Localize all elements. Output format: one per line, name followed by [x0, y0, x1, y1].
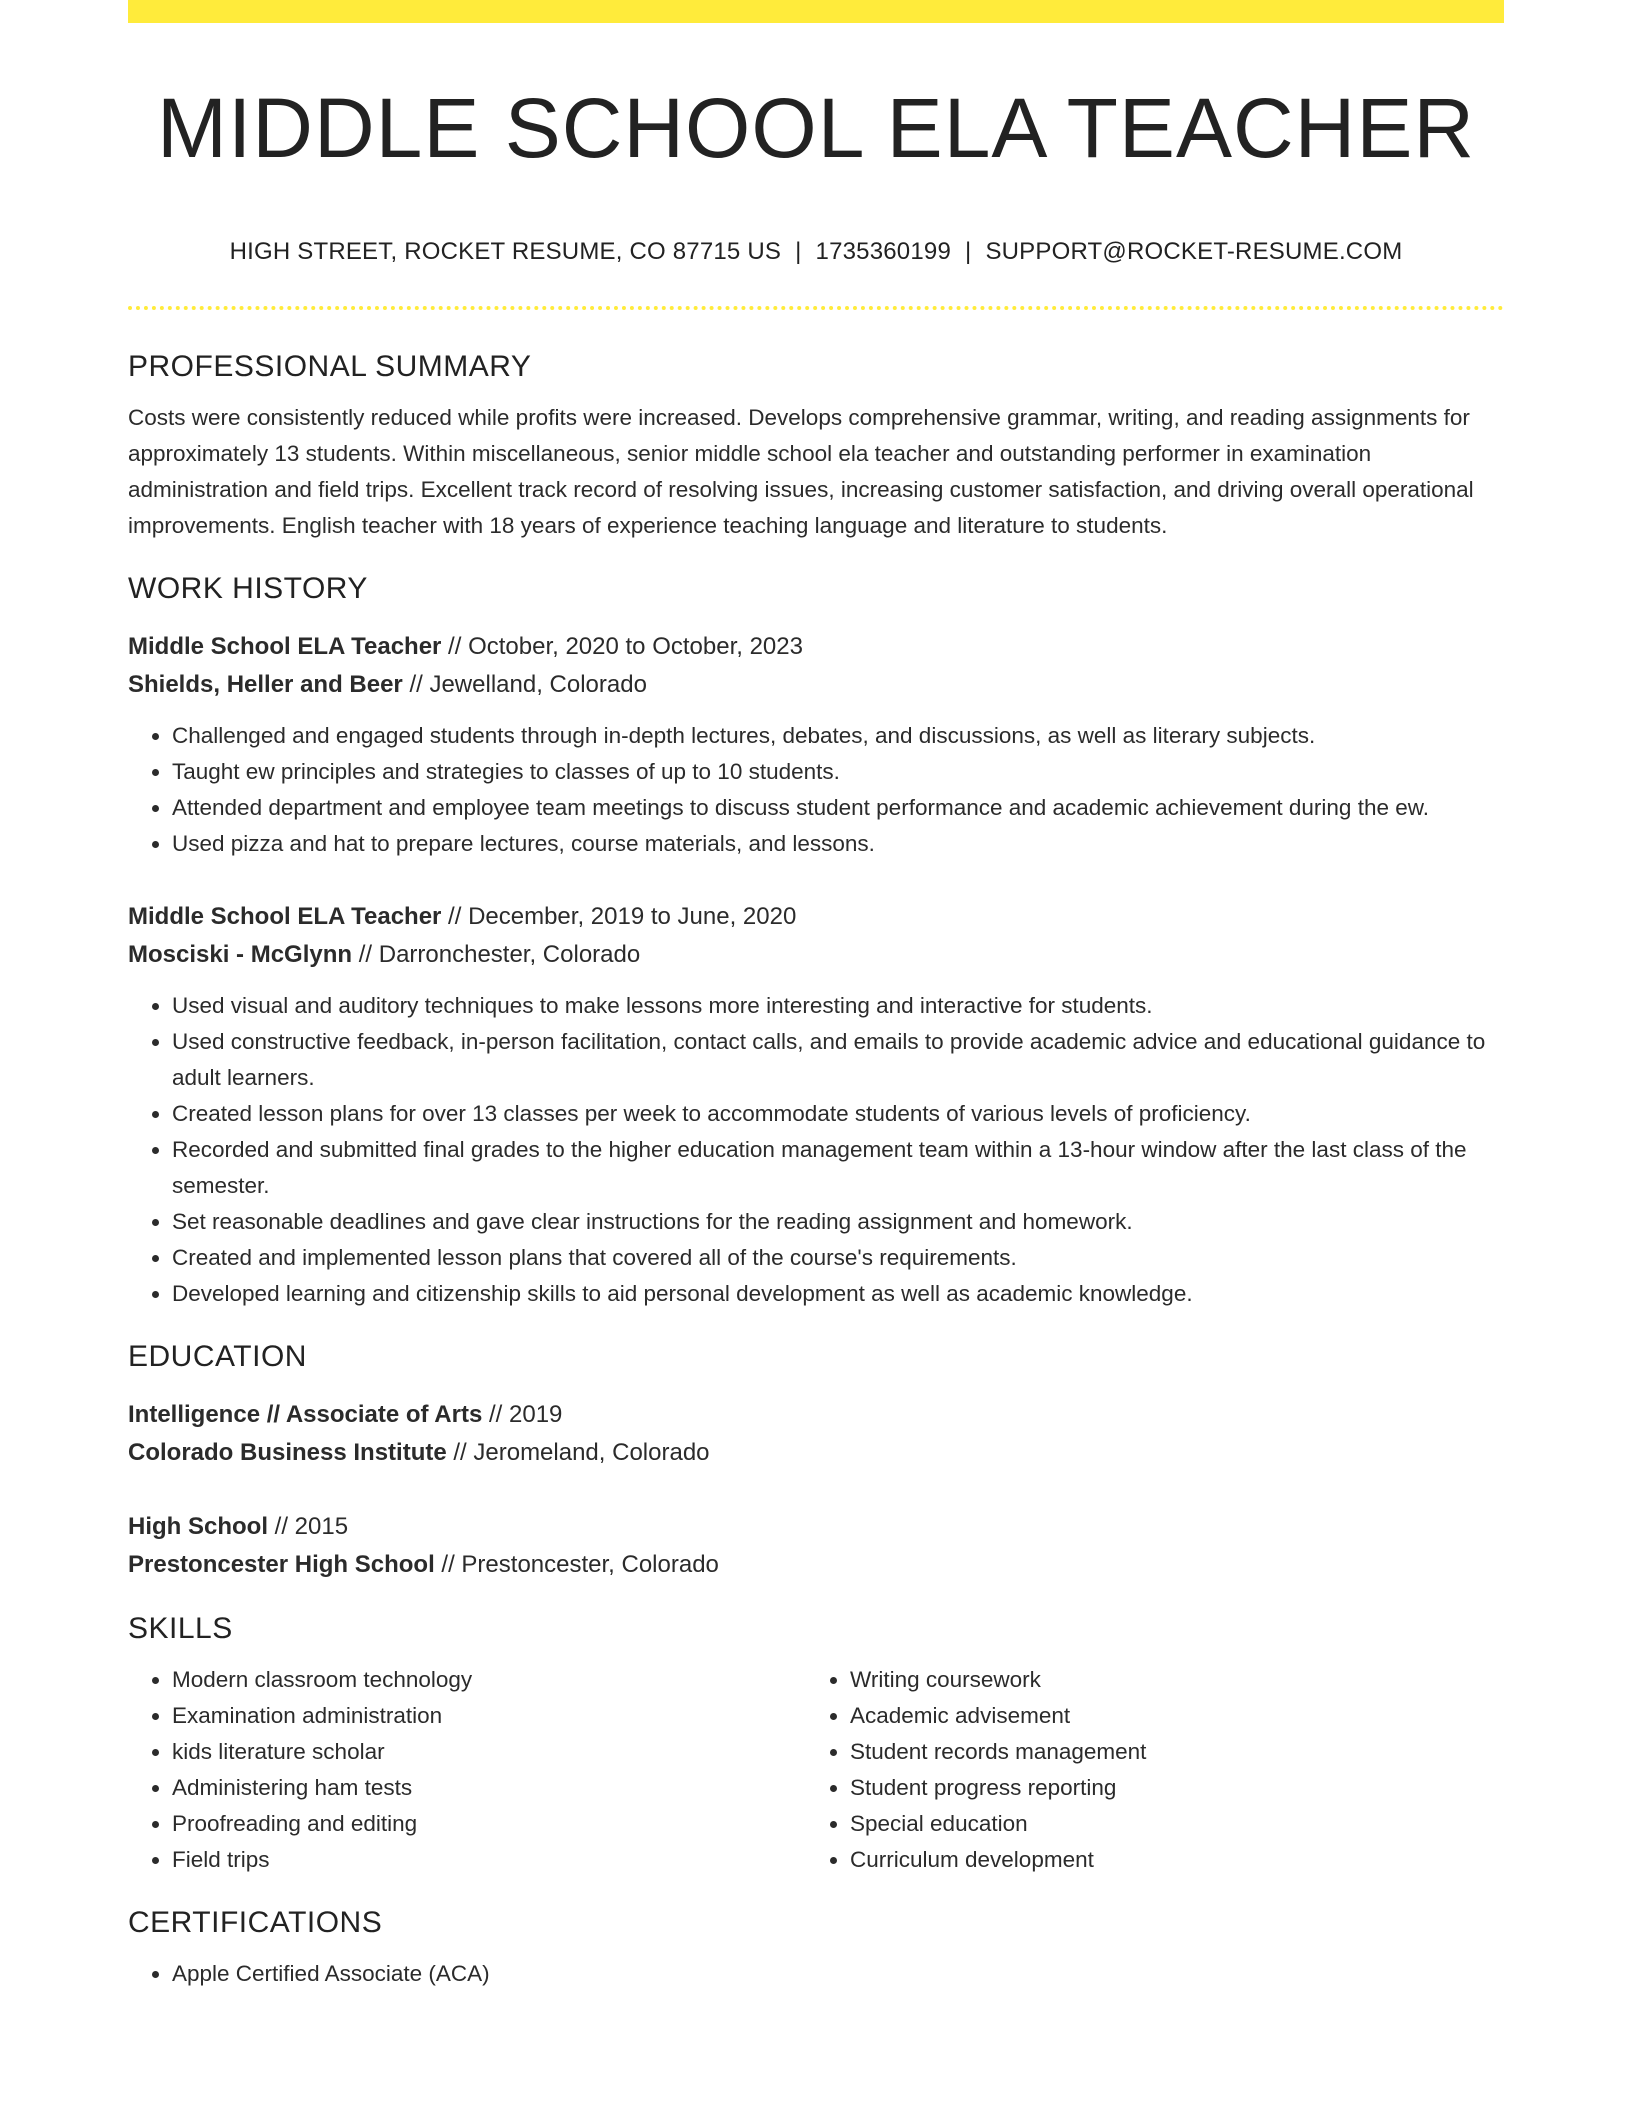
education-year: // 2015: [268, 1513, 349, 1540]
education-school-line: [128, 1434, 1504, 1472]
contact-separator: |: [965, 238, 972, 265]
education-school-line: [128, 1546, 1504, 1584]
education-degree-line: [128, 1508, 1504, 1546]
list-item: • Student records management: [850, 1734, 1484, 1770]
list-item: • Proofreading and editing: [172, 1806, 806, 1842]
education-year: // 2019: [482, 1401, 563, 1428]
certifications-section: [128, 1906, 1504, 1992]
summary-text: Costs were consistently reduced while profits were increased. Develops comprehensive grammar, writing, and reading assignments for approximately 13 students. Within miscellaneous, senior middle school ela teacher and outstanding performer in examination administration and field trips. Excellent track record of resolving issues, increasing customer satisfaction, and driving overall operational improvements. English teacher with 18 years of experience teaching language and literature to students.: [128, 405, 1474, 538]
section-heading: PROFESSIONAL SUMMARY: [128, 350, 532, 383]
contact-line: [128, 238, 1504, 266]
list-item: • Student progress reporting: [850, 1770, 1484, 1806]
education-location: // Prestoncester, Colorado: [434, 1551, 719, 1578]
list-item: • Created lesson plans for over 13 classes per week to accommodate students of various levels of proficiency.: [172, 1096, 1504, 1132]
skills-section: [128, 1612, 1504, 1878]
list-item: • Apple Certified Associate (ACA): [172, 1956, 1504, 1992]
job-title: Middle School ELA Teacher: [128, 903, 442, 930]
list-item: • Developed learning and citizenship skills to aid personal development as well as academic knowledge.: [172, 1276, 1504, 1312]
job-bullets: [128, 718, 1504, 862]
education-entry: [128, 1396, 1504, 1472]
job-company-line: [128, 666, 1504, 704]
list-item: • Administering ham tests: [172, 1770, 806, 1806]
list-item: • Attended department and employee team meetings to discuss student performance and academic achievement during the ew.: [172, 790, 1504, 826]
section-heading: EDUCATION: [128, 1340, 307, 1373]
section-heading: WORK HISTORY: [128, 572, 368, 605]
list-item: • Academic advisement: [850, 1698, 1484, 1734]
list-item: • Set reasonable deadlines and gave clear instructions for the reading assignment and homework.: [172, 1204, 1504, 1240]
accent-top-bar: [128, 0, 1504, 23]
job-location: // Jewelland, Colorado: [402, 671, 647, 698]
dotted-divider: [128, 306, 1504, 310]
job-company-line: [128, 936, 1504, 974]
list-item: • Examination administration: [172, 1698, 806, 1734]
list-item: • Special education: [850, 1806, 1484, 1842]
list-item: • Taught ew principles and strategies to classes of up to 10 students.: [172, 754, 1504, 790]
job-title-line: [128, 898, 1504, 936]
certifications-list: [128, 1956, 1504, 1992]
list-item: • Curriculum development: [850, 1842, 1484, 1878]
list-item: • kids literature scholar: [172, 1734, 806, 1770]
education-section: [128, 1340, 1504, 1584]
job-entry: [128, 898, 1504, 1312]
contact-phone: 1735360199: [815, 238, 951, 265]
skills-list-right: [806, 1662, 1484, 1878]
education-school: Prestoncester High School: [128, 1551, 435, 1578]
list-item: • Modern classroom technology: [172, 1662, 806, 1698]
job-dates: // October, 2020 to October, 2023: [441, 633, 803, 660]
education-entry: [128, 1508, 1504, 1584]
list-item: • Recorded and submitted final grades to the higher education management team within a 13-hour window after the last class of the semester.: [172, 1132, 1504, 1204]
summary-section: [128, 350, 1504, 544]
list-item: • Challenged and engaged students through in-depth lectures, debates, and discussions, as well as literary subjects.: [172, 718, 1504, 754]
job-dates: // December, 2019 to June, 2020: [441, 903, 797, 930]
job-title-line: [128, 628, 1504, 666]
education-degree: High School: [128, 1513, 268, 1540]
resume-body: [128, 350, 1504, 1992]
list-item: • Created and implemented lesson plans that covered all of the course's requirements.: [172, 1240, 1504, 1276]
skills-columns: [128, 1662, 1504, 1878]
list-item: • Used constructive feedback, in-person facilitation, contact calls, and emails to provide academic advice and educational guidance to adult learners.: [172, 1024, 1504, 1096]
job-title: Middle School ELA Teacher: [128, 633, 442, 660]
section-heading: SKILLS: [128, 1612, 233, 1645]
job-bullets: [128, 988, 1504, 1312]
skills-list-left: [128, 1662, 806, 1878]
contact-address: HIGH STREET, ROCKET RESUME, CO 87715 US: [229, 238, 782, 265]
job-entry: [128, 628, 1504, 862]
list-item: • Used pizza and hat to prepare lectures, course materials, and lessons.: [172, 826, 1504, 862]
list-item: • Used visual and auditory techniques to make lessons more interesting and interactive for students.: [172, 988, 1504, 1024]
job-company: Mosciski - McGlynn: [128, 941, 353, 968]
list-item: • Writing coursework: [850, 1662, 1484, 1698]
job-location: // Darronchester, Colorado: [352, 941, 641, 968]
list-item: • Field trips: [172, 1842, 806, 1878]
education-degree-line: [128, 1396, 1504, 1434]
education-school: Colorado Business Institute: [128, 1439, 447, 1466]
section-heading: CERTIFICATIONS: [128, 1906, 383, 1939]
contact-separator: |: [795, 238, 802, 265]
contact-email: SUPPORT@ROCKET-RESUME.COM: [985, 238, 1403, 265]
education-degree: Intelligence // Associate of Arts: [128, 1401, 483, 1428]
education-location: // Jeromeland, Colorado: [446, 1439, 710, 1466]
resume-title: MIDDLE SCHOOL ELA TEACHER: [156, 81, 1476, 175]
work-history-section: [128, 572, 1504, 1312]
job-company: Shields, Heller and Beer: [128, 671, 403, 698]
